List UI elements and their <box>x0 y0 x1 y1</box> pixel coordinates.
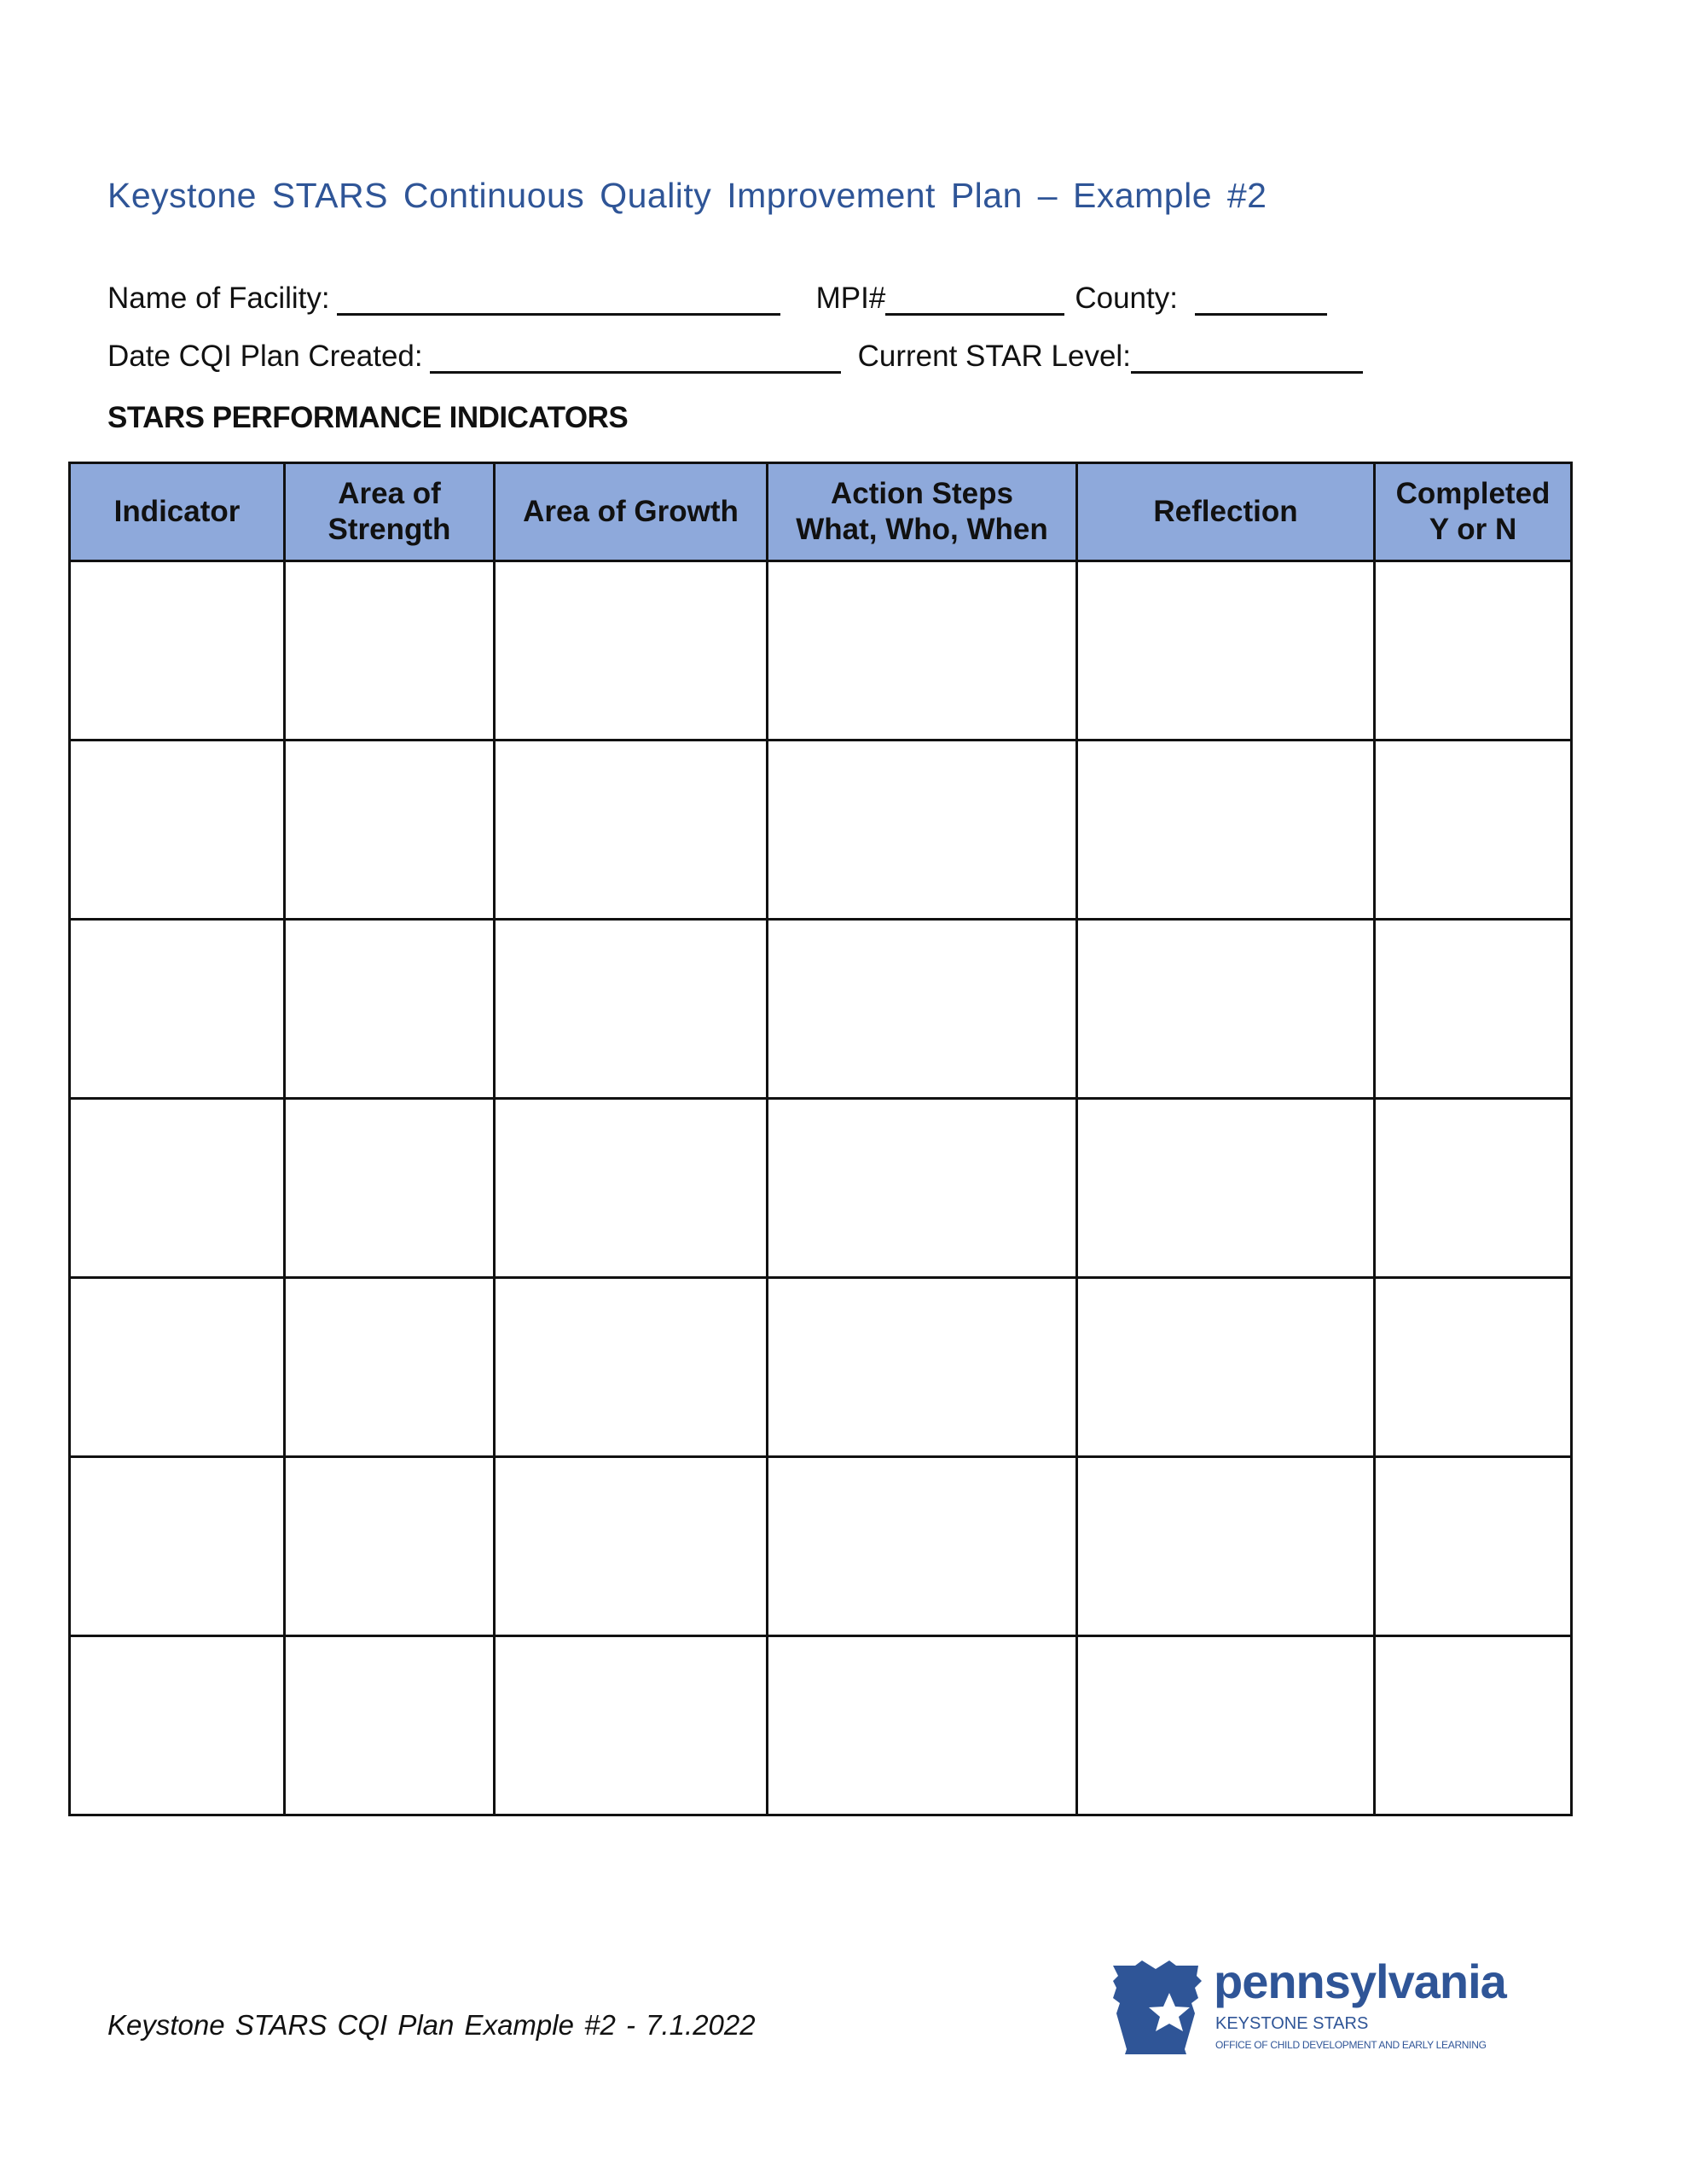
table-cell[interactable] <box>495 741 768 920</box>
table-cell[interactable] <box>768 1099 1077 1278</box>
table-cell[interactable] <box>495 561 768 741</box>
star-level-field[interactable] <box>1131 342 1363 374</box>
table-row <box>70 561 1572 741</box>
mpi-label: MPI# <box>815 282 886 315</box>
table-row <box>70 1457 1572 1636</box>
table-row <box>70 1099 1572 1278</box>
table-cell[interactable] <box>1375 1457 1572 1636</box>
table-cell[interactable] <box>70 1278 285 1457</box>
table-cell[interactable] <box>285 1636 495 1815</box>
table-cell[interactable] <box>1077 561 1375 741</box>
logo-office-line: OFFICE OF CHILD DEVELOPMENT AND EARLY LEARNING <box>1215 2039 1487 2051</box>
table-cell[interactable] <box>1375 561 1572 741</box>
table-cell[interactable] <box>70 741 285 920</box>
table-header-row <box>70 463 1572 561</box>
table-cell[interactable] <box>1077 1278 1375 1457</box>
logo-wordmark: pennsylvania <box>1214 1955 1506 2008</box>
pennsylvania-keystone-stars-logo <box>1113 1955 1506 2063</box>
header-indicator: Indicator <box>70 463 285 561</box>
date-created-label: Date CQI Plan Created: <box>107 340 423 373</box>
keystone-star-icon <box>1113 1960 1211 2054</box>
table-cell[interactable] <box>70 1636 285 1815</box>
table-cell[interactable] <box>768 561 1077 741</box>
logo-keystone-stars: KEYSTONE STARS <box>1215 2014 1369 2033</box>
table-cell[interactable] <box>1077 1099 1375 1278</box>
table-cell[interactable] <box>768 741 1077 920</box>
table-row <box>70 1636 1572 1815</box>
table-cell[interactable] <box>495 920 768 1099</box>
table-cell[interactable] <box>285 1099 495 1278</box>
table-cell[interactable] <box>285 1278 495 1457</box>
table-cell[interactable] <box>1077 920 1375 1099</box>
date-created-field[interactable] <box>430 342 841 374</box>
county-field[interactable] <box>1195 284 1327 316</box>
table-cell[interactable] <box>768 920 1077 1099</box>
document-title: Keystone STARS Continuous Quality Improvement Plan – Example #2 <box>107 176 1267 215</box>
header-area-of-strength: Area of Strength <box>285 463 495 561</box>
table-cell[interactable] <box>1077 1636 1375 1815</box>
table-cell[interactable] <box>70 920 285 1099</box>
facility-info-line <box>107 282 1327 316</box>
cqi-plan-table <box>68 462 1573 1816</box>
header-area-of-growth: Area of Growth <box>495 463 768 561</box>
header-action-steps: Action Steps What, Who, When <box>768 463 1077 561</box>
county-label: County: <box>1075 282 1178 315</box>
table-cell[interactable] <box>495 1278 768 1457</box>
table-cell[interactable] <box>70 561 285 741</box>
footer-text: Keystone STARS CQI Plan Example #2 - 7.1.2022 <box>107 2009 756 2041</box>
table-cell[interactable] <box>495 1457 768 1636</box>
table-cell[interactable] <box>285 561 495 741</box>
table-cell[interactable] <box>1375 1636 1572 1815</box>
facility-label: Name of Facility: <box>107 282 330 315</box>
table-cell[interactable] <box>768 1278 1077 1457</box>
table-cell[interactable] <box>495 1636 768 1815</box>
table-row <box>70 1278 1572 1457</box>
table-cell[interactable] <box>768 1636 1077 1815</box>
table-cell[interactable] <box>495 1099 768 1278</box>
header-reflection: Reflection <box>1077 463 1375 561</box>
table-cell[interactable] <box>1077 1457 1375 1636</box>
table-cell[interactable] <box>1375 1278 1572 1457</box>
table-cell[interactable] <box>1375 920 1572 1099</box>
table-row <box>70 741 1572 920</box>
table-cell[interactable] <box>285 920 495 1099</box>
table-cell[interactable] <box>1375 1099 1572 1278</box>
table-cell[interactable] <box>768 1457 1077 1636</box>
table-cell[interactable] <box>70 1099 285 1278</box>
plan-info-line <box>107 340 1363 374</box>
table-row <box>70 920 1572 1099</box>
section-heading: STARS PERFORMANCE INDICATORS <box>107 401 629 434</box>
header-completed: Completed Y or N <box>1375 463 1572 561</box>
table-cell[interactable] <box>285 1457 495 1636</box>
table-cell[interactable] <box>70 1457 285 1636</box>
star-level-label: Current STAR Level: <box>857 340 1131 373</box>
table-cell[interactable] <box>1375 741 1572 920</box>
table-cell[interactable] <box>285 741 495 920</box>
table-cell[interactable] <box>1077 741 1375 920</box>
facility-name-field[interactable] <box>337 284 780 316</box>
mpi-field[interactable] <box>885 284 1064 316</box>
